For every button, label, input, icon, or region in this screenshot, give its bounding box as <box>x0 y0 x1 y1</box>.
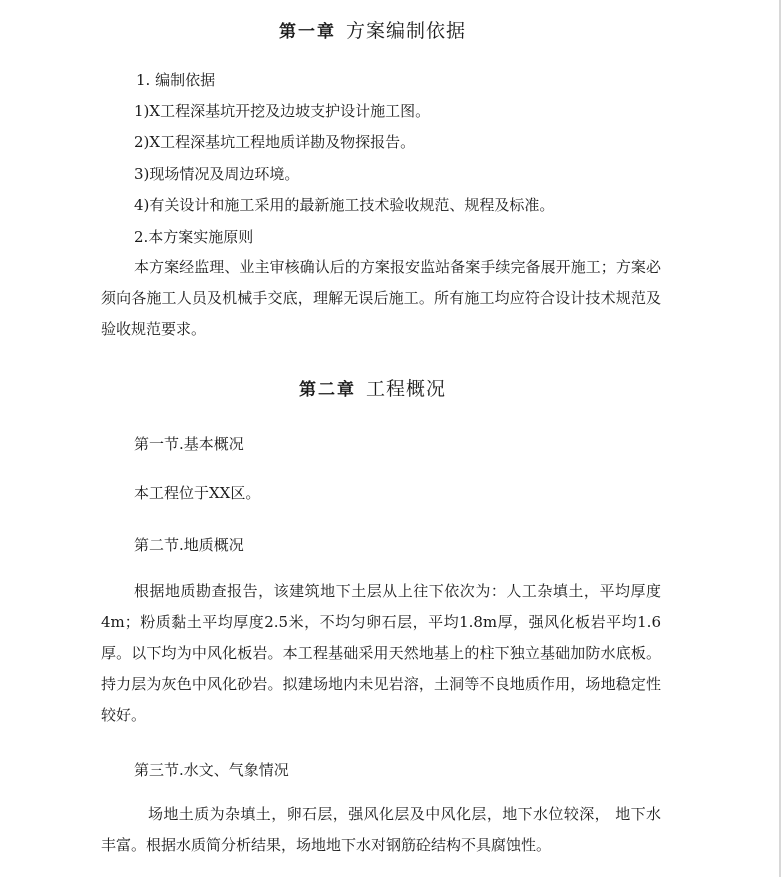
basis-item-4: 4)有关设计和施工采用的最新施工技术验收规范、规程及标准。 <box>134 196 555 214</box>
part-1-heading: 第一节.基本概况 <box>134 435 244 453</box>
chapter-1-title <box>0 16 745 43</box>
basis-item-3: 3)现场情况及周边环境。 <box>134 165 300 183</box>
part-3-heading: 第三节.水文、气象情况 <box>134 761 289 779</box>
section-2-heading: 2.本方案实施原则 <box>134 228 254 246</box>
basis-item-1: 1)X工程深基坑开挖及边坡支护设计施工图。 <box>134 102 431 120</box>
principle-paragraph: 本方案经监理、业主审核确认后的方案报安监站备案手续完备展开施工；方案必须向各施工人员及机械手交底，理解无误后施工。所有施工均应符合设计技术规范及验收规范要求。 <box>101 258 661 338</box>
chapter-2-name: 工程概况 <box>365 378 446 400</box>
geology-paragraph: 根据地质勘查报告，该建筑地下土层从上往下依次为：人工杂填土，平均厚度4m；粉质黏土平均厚度2.5米，不均匀卵石层，平均1.8m厚，强风化板岩平均1.6厚。以下均为中风化板岩。本工程基础采用天然地基上的柱下独立基础加防水底板。持力层为灰色中风化砂岩。拟建场地内未见岩溶，土洞等不良地质作用，场地稳定性较好。 <box>101 582 661 724</box>
part-2-heading: 第二节.地质概况 <box>134 536 244 554</box>
chapter-2-title <box>0 374 745 401</box>
chapter-1-name: 方案编制依据 <box>345 20 466 42</box>
chapter-1-number: 第一章 <box>278 22 336 42</box>
chapter-2-number: 第二章 <box>298 380 356 400</box>
basis-item-2: 2)X工程深基坑工程地质详勘及物探报告。 <box>134 133 416 151</box>
part-1-text: 本工程位于XX区。 <box>134 484 261 502</box>
hydrology-paragraph: 场地土质为杂填土，卵石层，强风化层及中风化层，地下水位较深， 地下水丰富。根据水质简分析结果，场地地下水对钢筋砼结构不具腐蚀性。 <box>101 805 661 854</box>
section-1-heading: 1. 编制依据 <box>136 71 216 89</box>
